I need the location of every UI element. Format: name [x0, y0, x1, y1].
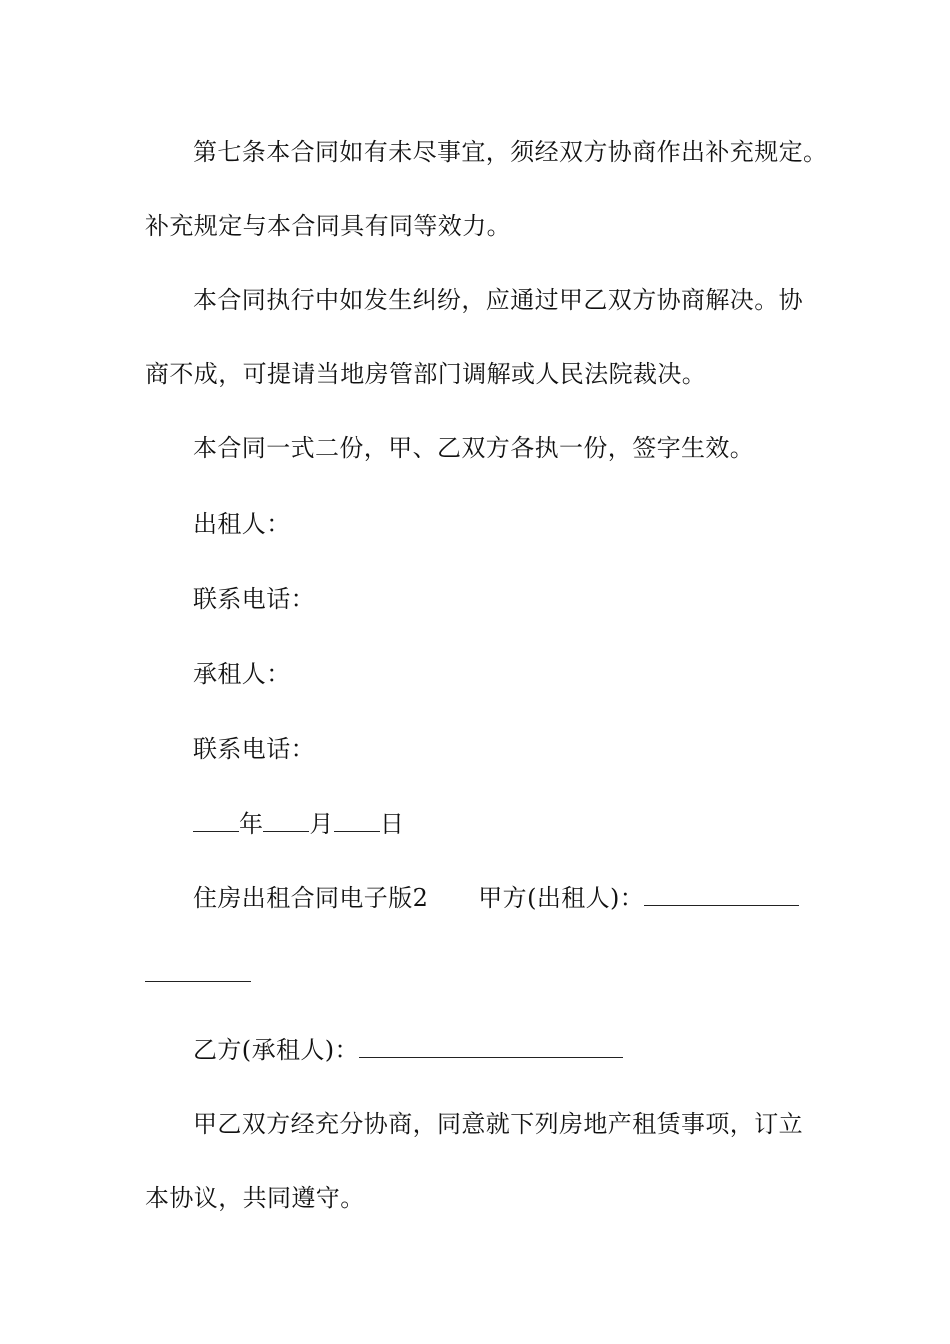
month-label: 月 [309, 810, 334, 838]
paragraph-line: 本合同执行中如发生纠纷，应通过甲乙双方协商解决。协 [193, 286, 803, 314]
paragraph-line: 甲乙双方经充分协商，同意就下列房地产租赁事项，订立 [193, 1110, 803, 1138]
paragraph-line: 本合同一式二份，甲、乙双方各执一份，签字生效。 [193, 434, 755, 462]
date-line [193, 808, 893, 840]
month-blank [263, 809, 309, 832]
party-a-line [193, 882, 893, 914]
phone-label: 联系电话： [193, 585, 315, 613]
paragraph-line: 第七条本合同如有未尽事宜，须经双方协商作出补充规定。 [193, 138, 828, 166]
year-label: 年 [239, 810, 264, 838]
paragraph-line: 补充规定与本合同具有同等效力。 [145, 212, 511, 240]
day-label: 日 [379, 810, 405, 838]
phone-label: 联系电话： [193, 735, 315, 763]
lessee-label: 承租人： [193, 660, 291, 688]
party-a-blank-cont [145, 958, 845, 990]
contract-2-title: 住房出租合同电子版2 [193, 884, 429, 912]
party-b-blank [359, 1035, 623, 1058]
party-b-label: 乙方(承租人)： [193, 1036, 359, 1064]
paragraph-line: 商不成，可提请当地房管部门调解或人民法院裁决。 [145, 360, 707, 388]
party-a-blank [644, 883, 799, 906]
year-blank [193, 809, 239, 832]
party-b-line [193, 1034, 893, 1066]
paragraph-line: 本协议，共同遵守。 [145, 1184, 365, 1212]
lessor-label: 出租人： [193, 510, 291, 538]
party-a-blank-continued [145, 959, 251, 982]
day-blank [334, 809, 380, 832]
party-a-label: 甲方(出租人)： [478, 884, 645, 912]
